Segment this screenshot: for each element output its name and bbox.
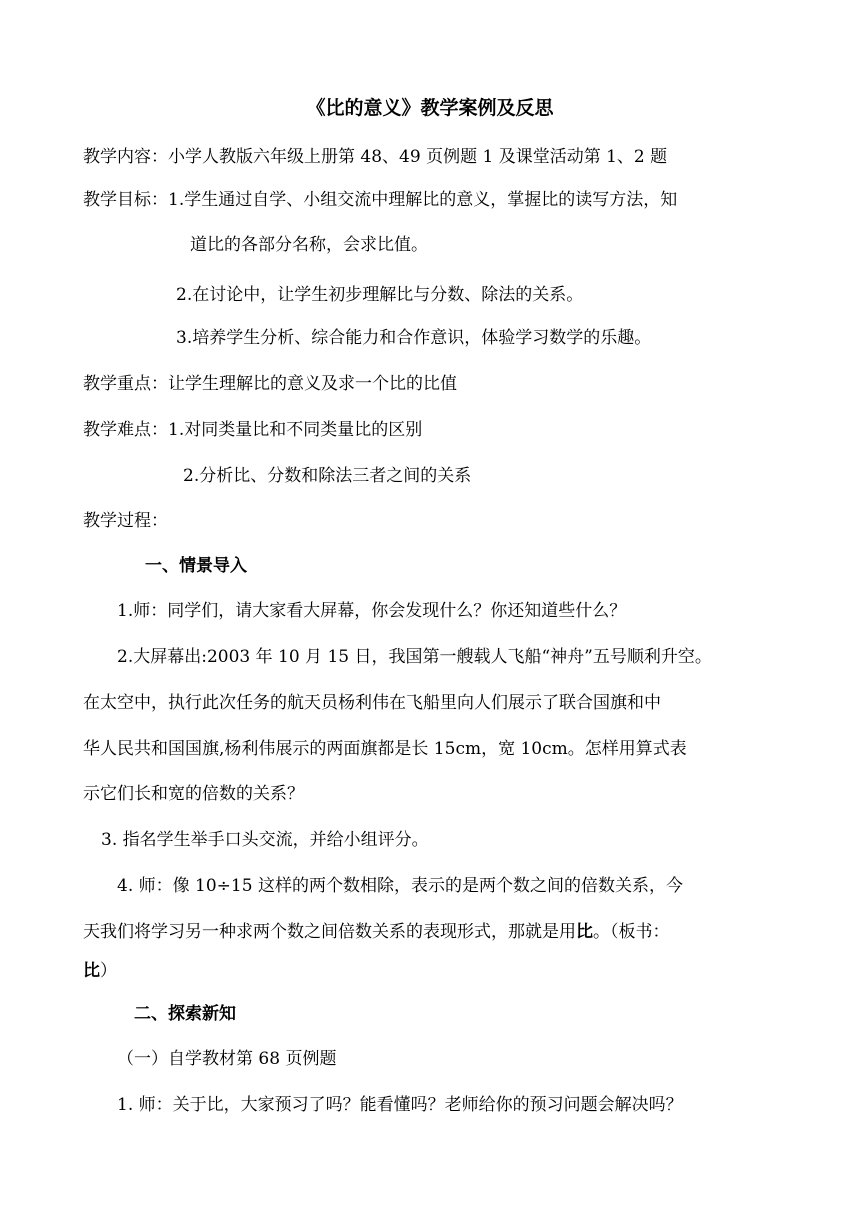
teaching-objectives-line2: 道比的各部分名称，会求比值。: [190, 235, 428, 255]
teaching-objectives-item2: 2.在讨论中，让学生初步理解比与分数、除法的关系。: [176, 285, 584, 305]
s2-paragraph-1: 1. 师：关于比，大家预习了吗？能看懂吗？老师给你的预习问题会解决吗？: [117, 1095, 683, 1115]
s1-paragraph-4-line3: [83, 959, 117, 983]
s1-p4-line2-tail: 。（板书：: [593, 922, 670, 942]
teaching-process-label: 教学过程：: [83, 511, 168, 531]
s1-paragraph-2-line2: 在太空中，执行此次任务的航天员杨利伟在飞船里向人们展示了联合国旗和中: [83, 693, 661, 713]
s1-p4-board-term: 比: [83, 961, 100, 981]
section1-heading: 一、情景导入: [145, 556, 247, 576]
teaching-objectives-line1: 教学目标：1.学生通过自学、小组交流中理解比的意义，掌握比的读写方法，知: [83, 190, 678, 210]
teaching-objectives-item3: 3.培养学生分析、综合能力和合作意识，体验学习数学的乐趣。: [176, 328, 652, 348]
s1-p4-line2-text: 天我们将学习另一种求两个数之间倍数关系的表现形式，那就是用: [83, 922, 576, 942]
teaching-difficulty-line2: 2.分析比、分数和除法三者之间的关系: [183, 466, 472, 486]
s1-paragraph-3: 3. 指名学生举手口头交流，并给小组评分。: [101, 830, 429, 850]
s1-paragraph-2-line3: 华人民共和国国旗,杨利伟展示的两面旗都是长 15cm，宽 10cm。怎样用算式表: [83, 739, 687, 759]
s1-paragraph-1: 1.师：同学们，请大家看大屏幕，你会发现什么？你还知道些什么？: [117, 601, 627, 621]
s1-paragraph-4-line1: 4. 师：像 10÷15 这样的两个数相除，表示的是两个数之间的倍数关系，今: [117, 876, 683, 896]
s1-p4-bold-term: 比: [576, 922, 593, 942]
teaching-key-point: 教学重点：让学生理解比的意义及求一个比的比值: [83, 374, 457, 394]
teaching-content: 教学内容：小学人教版六年级上册第 48、49 页例题 1 及课堂活动第 1、2 题: [83, 147, 668, 167]
s1-paragraph-4-line2: [83, 920, 670, 944]
s1-paragraph-2-line1: 2.大屏幕出:2003 年 10 月 15 日，我国第一艘载人飞船“神舟”五号顺利升空。: [117, 647, 712, 667]
s2-subsection-1: （一）自学教材第 68 页例题: [117, 1049, 337, 1069]
document-title: 《比的意义》教学案例及反思: [306, 97, 554, 119]
section2-heading: 二、探索新知: [134, 1004, 236, 1024]
s1-p4-line3-tail: ）: [100, 961, 117, 981]
teaching-difficulty-line1: 教学难点：1.对同类量比和不同类量比的区别: [83, 420, 423, 440]
s1-paragraph-2-line4: 示它们长和宽的倍数的关系？: [83, 784, 304, 804]
